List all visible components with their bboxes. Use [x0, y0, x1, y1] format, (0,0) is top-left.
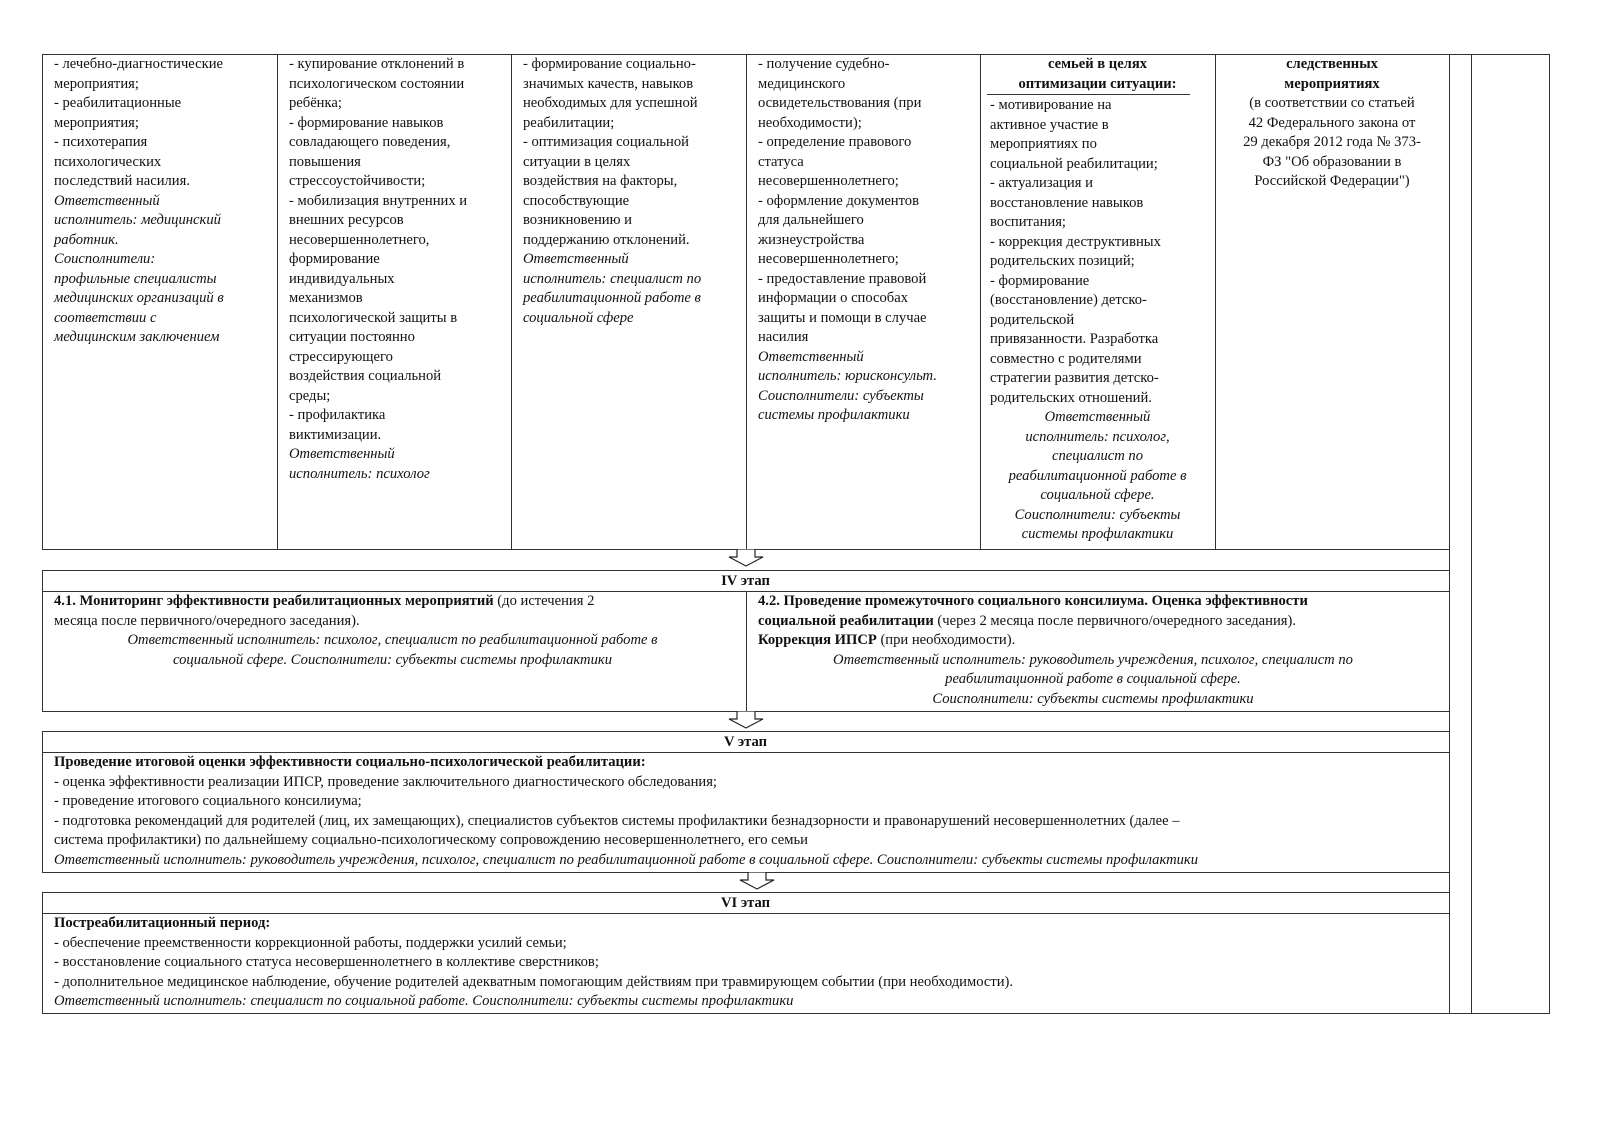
cell-line: медицинским заключением — [54, 329, 220, 345]
cell-line: совместно с родителями — [990, 350, 1142, 367]
outer-col-b-border — [1471, 54, 1472, 1014]
cell-line: - оформление документов — [758, 192, 919, 209]
col6-header — [1219, 55, 1445, 94]
col3-lines — [523, 55, 743, 250]
col-sep-2 — [511, 54, 512, 549]
cell-line: - лечебно-диагностические — [54, 56, 223, 72]
down-arrow-icon — [726, 711, 766, 729]
cell-line: индивидуальных — [289, 270, 395, 287]
cell-line: - мобилизация внутренних и — [289, 192, 468, 209]
col2-responsible — [289, 445, 508, 484]
cell-line: родительских отношений. — [990, 389, 1152, 406]
col-sep-3 — [746, 54, 747, 549]
cell-line: (восстановление) детско- — [990, 292, 1147, 308]
stage4-left-bold: 4.1. Мониторинг эффективности реабилитационных мероприятий — [54, 593, 494, 609]
cell-line: исполнитель: психолог, — [1025, 428, 1170, 445]
cell-line: родительской — [990, 311, 1075, 328]
cell-line: воздействия социальной — [289, 368, 442, 384]
cell-line: Ответственный — [289, 446, 395, 462]
top-col-psychological — [279, 55, 511, 484]
stage6-heading: Постреабилитационный период: — [54, 915, 271, 931]
col4-responsible — [758, 348, 977, 426]
cell-line: - предоставление правовой — [758, 270, 927, 287]
cell-line: Соисполнители: субъекты — [1014, 506, 1181, 523]
stage4-left-normal: (до истечения 2 — [493, 593, 595, 609]
cell-line: значимых качеств, навыков — [523, 75, 694, 92]
col5-responsible — [990, 408, 1205, 545]
col1-lines — [54, 55, 274, 192]
col5-header — [990, 55, 1205, 94]
stage6-body — [44, 914, 1449, 1012]
cell-line: необходимых для успешной — [523, 95, 698, 111]
stage4-consilium — [748, 592, 1449, 709]
cell-line: активное участие в — [990, 116, 1109, 133]
cell-line: ситуации постоянно — [289, 329, 415, 345]
stage4-left-italic1: Ответственный исполнитель: психолог, специалист по реабилитационной работе в — [127, 632, 658, 648]
cell-line: ситуации в целях — [523, 153, 631, 170]
cell-line: стрессирующего — [289, 348, 393, 365]
cell-line: Российской Федерации") — [1254, 173, 1410, 189]
cell-line: социальной сфере. — [1040, 487, 1155, 503]
cell-line: реабилитационной работе в — [523, 290, 701, 306]
cell-line: несовершеннолетнего, — [289, 231, 430, 248]
cell-line: социальной реабилитации; — [990, 155, 1158, 172]
cell-line: привязанности. Разработка — [990, 331, 1159, 347]
cell-line: внешних ресурсов — [289, 212, 404, 228]
cell-line: 42 Федерального закона от — [1248, 114, 1416, 131]
stage4-right-line3-normal: (при необходимости). — [876, 632, 1016, 648]
cell-line: - формирование социально- — [523, 56, 696, 72]
cell-line: медицинского — [758, 75, 846, 92]
cell-line: реабилитационной работе в — [1008, 467, 1187, 484]
cell-line: способствующие — [523, 192, 630, 209]
col-sep-1 — [277, 54, 278, 549]
cell-line: механизмов — [289, 290, 363, 306]
down-arrow-icon — [726, 549, 766, 567]
cell-line: поддержанию отклонений. — [523, 231, 690, 248]
cell-line: работник. — [54, 231, 119, 248]
cell-line: родительских позиций; — [990, 253, 1135, 269]
cell-line: для дальнейшего — [758, 212, 864, 228]
col-sep-4 — [980, 54, 981, 549]
cell-line: - реабилитационные — [54, 95, 182, 111]
stage4-right-italic1: Ответственный исполнитель: руководитель учреждения, психолог, специалист по — [833, 651, 1353, 668]
cell-line: Ответственный — [1044, 409, 1151, 425]
cell-line: социальной сфере — [523, 309, 634, 326]
cell-line: - определение правового — [758, 134, 912, 150]
col2-lines — [289, 55, 508, 445]
top-col-family — [982, 55, 1215, 545]
cell-line: - мотивирование на — [990, 97, 1112, 113]
cell-line: специалист по — [1051, 448, 1144, 464]
cell-line: - формирование навыков — [289, 114, 444, 131]
cell-line: психологических — [54, 153, 162, 170]
cell-line: мероприятиях — [1284, 75, 1380, 92]
stage5-line: - подготовка рекомендаций для родителей (лиц, их замещающих), специалистов субъектов системы профилактики безнадзорности и правонарушений несовершеннолетних (далее – — [54, 812, 1180, 829]
stage4-right-line2-bold: социальной реабилитации — [758, 612, 934, 629]
cell-line: мероприятиях по — [990, 136, 1097, 152]
cell-line: виктимизации. — [289, 426, 382, 443]
cell-line: исполнитель: юрисконсульт. — [758, 368, 937, 384]
cell-line: жизнеустройства — [758, 231, 865, 248]
col4-lines — [758, 55, 977, 348]
cell-line: информации о способах — [758, 290, 909, 306]
cell-line: последствий насилия. — [54, 173, 190, 189]
cell-line: повышения — [289, 153, 361, 170]
cell-line: медицинских организаций в — [54, 290, 224, 306]
cell-line: - оптимизация социальной — [523, 134, 689, 150]
outer-right-border — [1549, 54, 1550, 1014]
stage5-title: V этап — [723, 734, 768, 750]
cell-line: ФЗ "Об образовании в — [1262, 153, 1402, 170]
cell-line: соответствии с — [54, 309, 157, 326]
cell-line: стрессоустойчивости; — [289, 173, 426, 189]
stage5-responsible: Ответственный исполнитель: руководитель учреждения, психолог, специалист по реабилитационной работе в социальной сфере. Соисполнители: субъекты системы профилактики — [54, 851, 1199, 868]
bottom-border — [42, 1013, 1549, 1014]
stage4-monitoring — [44, 592, 746, 670]
top-col-social — [513, 55, 746, 328]
cell-line: исполнитель: психолог — [289, 465, 430, 482]
cell-line: среды; — [289, 387, 331, 404]
cell-line: семьей в целях — [1047, 56, 1148, 72]
cell-line: мероприятия; — [54, 75, 139, 92]
cell-line: системы профилактики — [758, 407, 910, 423]
cell-line: - коррекция деструктивных — [990, 233, 1161, 250]
col6-lines — [1219, 94, 1445, 192]
stage6-line: - дополнительное медицинское наблюдение, обучение родителей адекватным помогающим действиям при травмирующем событии (при необходимости). — [54, 973, 1014, 990]
stage6-title: VI этап — [720, 895, 771, 911]
cell-line: оптимизации ситуации: — [1018, 75, 1177, 92]
cell-line: профильные специалисты — [54, 270, 217, 287]
stage4-left-italic2: социальной сфере. Соисполнители: субъекты системы профилактики — [173, 651, 612, 668]
cell-line: - получение судебно- — [758, 56, 890, 72]
cell-line: реабилитации; — [523, 114, 615, 131]
cell-line: возникновению и — [523, 212, 632, 228]
cell-line: Соисполнители: субъекты — [758, 387, 924, 404]
cell-line: системы профилактики — [1021, 526, 1174, 542]
outer-col-a-border — [1449, 54, 1450, 1014]
top-col-medical — [44, 55, 277, 348]
cell-line: статуса — [758, 153, 804, 170]
cell-line: Ответственный — [54, 192, 160, 209]
cell-line: защиты и помощи в случае — [758, 309, 927, 326]
cell-line: стратегии развития детско- — [990, 370, 1159, 386]
col3-responsible — [523, 250, 743, 328]
cell-line: - формирование — [990, 272, 1090, 289]
cell-line: - купирование отклонений в — [289, 56, 465, 72]
cell-line: необходимости); — [758, 114, 862, 131]
cell-line: воспитания; — [990, 214, 1066, 230]
stage6-line: - восстановление социального статуса несовершеннолетнего в коллективе сверстников; — [54, 954, 599, 970]
cell-line: психологическом состоянии — [289, 75, 465, 92]
stage4-title: IV этап — [721, 573, 770, 589]
stage4-right-italic3: Соисполнители: субъекты системы профилактики — [932, 690, 1254, 707]
cell-line: воздействия на факторы, — [523, 173, 678, 189]
cell-line: исполнитель: медицинский — [54, 212, 221, 228]
top-col-legal — [748, 55, 980, 426]
cell-line: несовершеннолетнего; — [758, 251, 899, 267]
col-sep-5 — [1215, 54, 1216, 549]
cell-line: Ответственный — [758, 348, 864, 365]
cell-line: исполнитель: специалист по — [523, 270, 702, 287]
cell-line: - актуализация и — [990, 175, 1093, 191]
stage6-responsible: Ответственный исполнитель: специалист по социальной работе. Соисполнители: субъекты системы профилактики — [54, 993, 794, 1009]
cell-line: совладающего поведения, — [289, 134, 451, 150]
cell-line: несовершеннолетнего; — [758, 173, 899, 189]
stage5-heading: Проведение итоговой оценки эффективности социально-психологической реабилитации: — [54, 754, 646, 770]
stage4-right-line2-normal: (через 2 месяца после первичного/очередного заседания). — [933, 612, 1296, 629]
cell-line: Ответственный — [523, 251, 629, 267]
cell-line: психологической защиты в — [289, 309, 458, 326]
cell-line: освидетельствования (при — [758, 95, 922, 111]
frame-left-border — [42, 54, 43, 549]
stage4-right-line3-bold: Коррекция ИПСР — [758, 632, 877, 648]
cell-line: (в соответствии со статьей — [1249, 95, 1415, 111]
stage4-left-line2: месяца после первичного/очередного заседания). — [54, 612, 360, 629]
stage4-split — [746, 591, 747, 711]
col5-lines — [990, 96, 1205, 408]
cell-line: Соисполнители: — [54, 251, 156, 267]
cell-line: - психотерапия — [54, 134, 148, 150]
cell-line: ребёнка; — [289, 95, 342, 111]
stage4-right-line1: 4.2. Проведение промежуточного социального консилиума. Оценка эффективности — [758, 593, 1308, 609]
top-col-investigative — [1217, 55, 1449, 192]
stage6-line: - обеспечение преемственности коррекционной работы, поддержки усилий семьи; — [54, 934, 567, 951]
cell-line: - профилактика — [289, 407, 386, 423]
stage5-line: - оценка эффективности реализации ИПСР, проведение заключительного диагностического обследования; — [54, 773, 717, 790]
col1-responsible — [54, 192, 274, 348]
cell-line: насилия — [758, 329, 809, 345]
down-arrow-icon — [737, 872, 777, 890]
stage5-line: система профилактики) по дальнейшему социально-психологическому сопровождению несовершеннолетнего, его семьи — [54, 832, 808, 848]
stage5-body — [44, 753, 1449, 870]
cell-line: формирование — [289, 251, 380, 267]
cell-line: восстановление навыков — [990, 194, 1144, 211]
cell-line: 29 декабря 2012 года № 373- — [1243, 134, 1421, 150]
cell-line: следственных — [1286, 56, 1378, 72]
cell-line: мероприятия; — [54, 114, 139, 131]
stage5-line: - проведение итогового социального консилиума; — [54, 793, 362, 809]
stage4-right-italic2: реабилитационной работе в социальной сфере. — [945, 671, 1241, 687]
